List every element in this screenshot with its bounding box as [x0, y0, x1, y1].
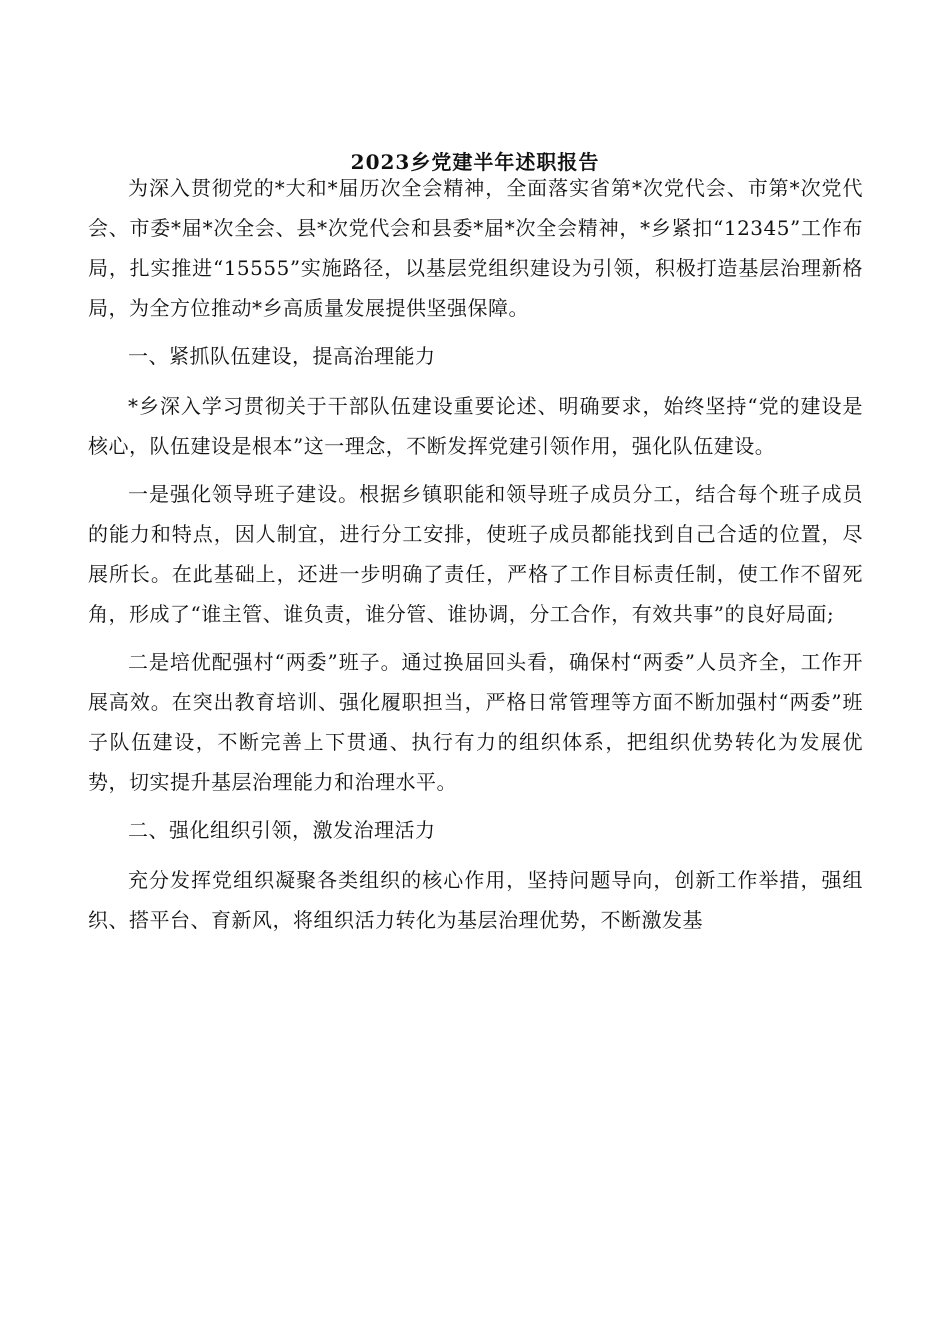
paragraph-organization: 充分发挥党组织凝聚各类组织的核心作用，坚持问题导向，创新工作举措，强组织、搭平台、育新风，将组织活力转化为基层治理优势，不断激发基	[88, 868, 863, 932]
document-body	[88, 168, 863, 948]
document-title: 2023乡党建半年述职报告	[350, 150, 600, 174]
section-heading-2: 二、强化组织引领，激发治理活力	[128, 818, 436, 842]
paragraph-team-building: *乡深入学习贯彻关于干部队伍建设重要论述、明确要求，始终坚持“党的建设是核心，队伍建设是根本”这一理念，不断发挥党建引领作用，强化队伍建设。	[88, 394, 863, 458]
paragraph-intro: 为深入贯彻党的*大和*届历次全会精神，全面落实省第*次党代会、市第*次党代会、市委*届*次全会、县*次党代会和县委*届*次全会精神，*乡紧扣“12345”工作布局，扎实推进“15555”实施路径，以基层党组织建设为引领，积极打造基层治理新格局，为全方位推动*乡高质量发展提供坚强保障。	[88, 176, 863, 320]
section-heading-1: 一、紧抓队伍建设，提高治理能力	[128, 344, 436, 368]
paragraph-village-committee: 二是培优配强村“两委”班子。通过换届回头看，确保村“两委”人员齐全，工作开展高效。在突出教育培训、强化履职担当，严格日常管理等方面不断加强村“两委”班子队伍建设，不断完善上下贯通、执行有力的组织体系，把组织优势转化为发展优势，切实提升基层治理能力和治理水平。	[88, 650, 863, 794]
paragraph-leadership: 一是强化领导班子建设。根据乡镇职能和领导班子成员分工，结合每个班子成员的能力和特点，因人制宜，进行分工安排，使班子成员都能找到自己合适的位置，尽展所长。在此基础上，还进一步明确了责任，严格了工作目标责任制，使工作不留死角，形成了“谁主管、谁负责，谁分管、谁协调，分工合作，有效共事”的良好局面;	[88, 482, 863, 626]
